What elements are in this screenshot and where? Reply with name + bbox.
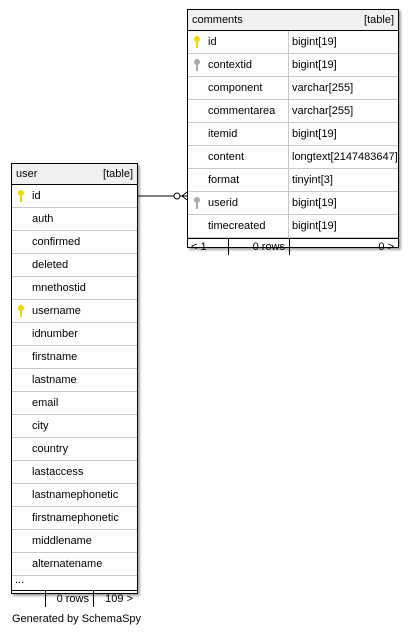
column-row[interactable] (12, 415, 137, 438)
column-name: component (208, 82, 263, 94)
column-name: mnethostid (32, 282, 86, 294)
column-name: commentarea (208, 105, 276, 117)
column-row[interactable] (12, 208, 137, 231)
column-name-cell (12, 530, 137, 552)
column-name: username (32, 305, 81, 317)
table-kind: [table] (103, 168, 133, 180)
column-name-cell (188, 31, 288, 53)
column-name: auth (32, 213, 54, 225)
column-name-cell (12, 369, 137, 391)
column-row[interactable] (188, 146, 398, 169)
column-name-cell (12, 208, 137, 230)
user-table-footer (12, 590, 137, 607)
column-name: id (32, 190, 41, 202)
column-type: bigint[19] (288, 54, 398, 76)
column-type: bigint[19] (288, 31, 398, 53)
column-name-cell (12, 484, 137, 506)
column-type: bigint[19] (288, 192, 398, 214)
column-type: tinyint[3] (288, 169, 398, 191)
user-table-header (12, 164, 137, 185)
table-name: comments (192, 14, 243, 26)
column-name-cell (188, 54, 288, 76)
column-name-cell (12, 300, 137, 322)
column-name: alternatename (32, 558, 103, 570)
column-row[interactable] (188, 77, 398, 100)
column-row[interactable] (12, 346, 137, 369)
column-name-cell (12, 277, 137, 299)
column-name: contextid (208, 59, 253, 71)
column-name: email (32, 397, 59, 409)
column-name-cell (12, 254, 137, 276)
comments-table-footer (188, 238, 398, 255)
column-row[interactable] (12, 277, 137, 300)
column-name: timecreated (208, 220, 266, 232)
column-row[interactable] (12, 438, 137, 461)
column-name-cell (12, 553, 137, 575)
column-name-cell (12, 323, 137, 345)
column-type: bigint[19] (288, 123, 398, 145)
comments-columns (188, 31, 398, 238)
column-name: userid (208, 197, 238, 209)
user-columns (12, 185, 137, 576)
column-row[interactable] (188, 54, 398, 77)
comments-table[interactable] (187, 9, 399, 253)
column-row[interactable] (12, 484, 137, 507)
column-name: itemid (208, 128, 238, 140)
zero-or-more-circle-icon (174, 193, 180, 199)
column-name: deleted (32, 259, 69, 271)
column-row[interactable] (188, 31, 398, 54)
column-name-cell (12, 415, 137, 437)
column-type: longtext[2147483647] (288, 146, 398, 168)
column-row[interactable] (188, 123, 398, 146)
column-row[interactable] (12, 530, 137, 553)
column-row[interactable] (12, 323, 137, 346)
column-name: firstname (32, 351, 78, 363)
column-name: city (32, 420, 49, 432)
column-name: confirmed (32, 236, 81, 248)
footer-row-count: 0 rows (46, 591, 94, 607)
more-columns-ellipsis: ... (15, 574, 25, 586)
column-name: id (208, 36, 217, 48)
column-row[interactable] (188, 169, 398, 192)
column-name: lastname (32, 374, 77, 386)
column-row[interactable] (12, 300, 137, 323)
table-kind: [table] (364, 14, 394, 26)
column-name-cell (188, 146, 288, 168)
footer-children[interactable]: 109 > (105, 593, 133, 605)
generator-credit: Generated by SchemaSpy (12, 613, 142, 625)
column-type: bigint[19] (288, 215, 398, 237)
column-name: middlename (32, 535, 92, 547)
column-type: varchar[255] (288, 100, 398, 122)
column-row[interactable] (12, 553, 137, 576)
footer-parents[interactable] (12, 591, 46, 607)
column-name-cell (12, 461, 137, 483)
comments-table-header (188, 10, 398, 31)
column-name: firstnamephonetic (32, 512, 119, 524)
column-name: format (208, 174, 240, 186)
footer-children[interactable]: 0 > (378, 241, 394, 253)
column-name: idnumber (32, 328, 78, 340)
column-row[interactable] (188, 100, 398, 123)
column-row[interactable] (12, 461, 137, 484)
column-row[interactable] (188, 215, 398, 238)
column-name-cell (188, 123, 288, 145)
column-name-cell (12, 438, 137, 460)
column-name-cell (12, 231, 137, 253)
column-name-cell (12, 346, 137, 368)
column-row[interactable] (12, 369, 137, 392)
column-name-cell (12, 185, 137, 207)
column-name-cell (188, 100, 288, 122)
column-name-cell (12, 392, 137, 414)
column-row[interactable] (188, 192, 398, 215)
column-name: country (32, 443, 69, 455)
column-name-cell (188, 169, 288, 191)
column-name: content (208, 151, 245, 163)
footer-parents[interactable]: < 1 (188, 239, 229, 255)
column-name: lastnamephonetic (32, 489, 119, 501)
column-name-cell (12, 507, 137, 529)
table-name: user (16, 168, 38, 180)
footer-row-count: 0 rows (229, 239, 290, 255)
column-name-cell (188, 77, 288, 99)
column-row[interactable] (12, 254, 137, 277)
column-name-cell (188, 192, 288, 214)
column-type: varchar[255] (288, 77, 398, 99)
column-name-cell (188, 215, 288, 237)
column-row[interactable] (12, 231, 137, 254)
column-row[interactable] (12, 507, 137, 530)
column-row[interactable] (12, 185, 137, 208)
column-row[interactable] (12, 392, 137, 415)
user-table[interactable] (11, 163, 138, 605)
column-name: lastaccess (32, 466, 84, 478)
